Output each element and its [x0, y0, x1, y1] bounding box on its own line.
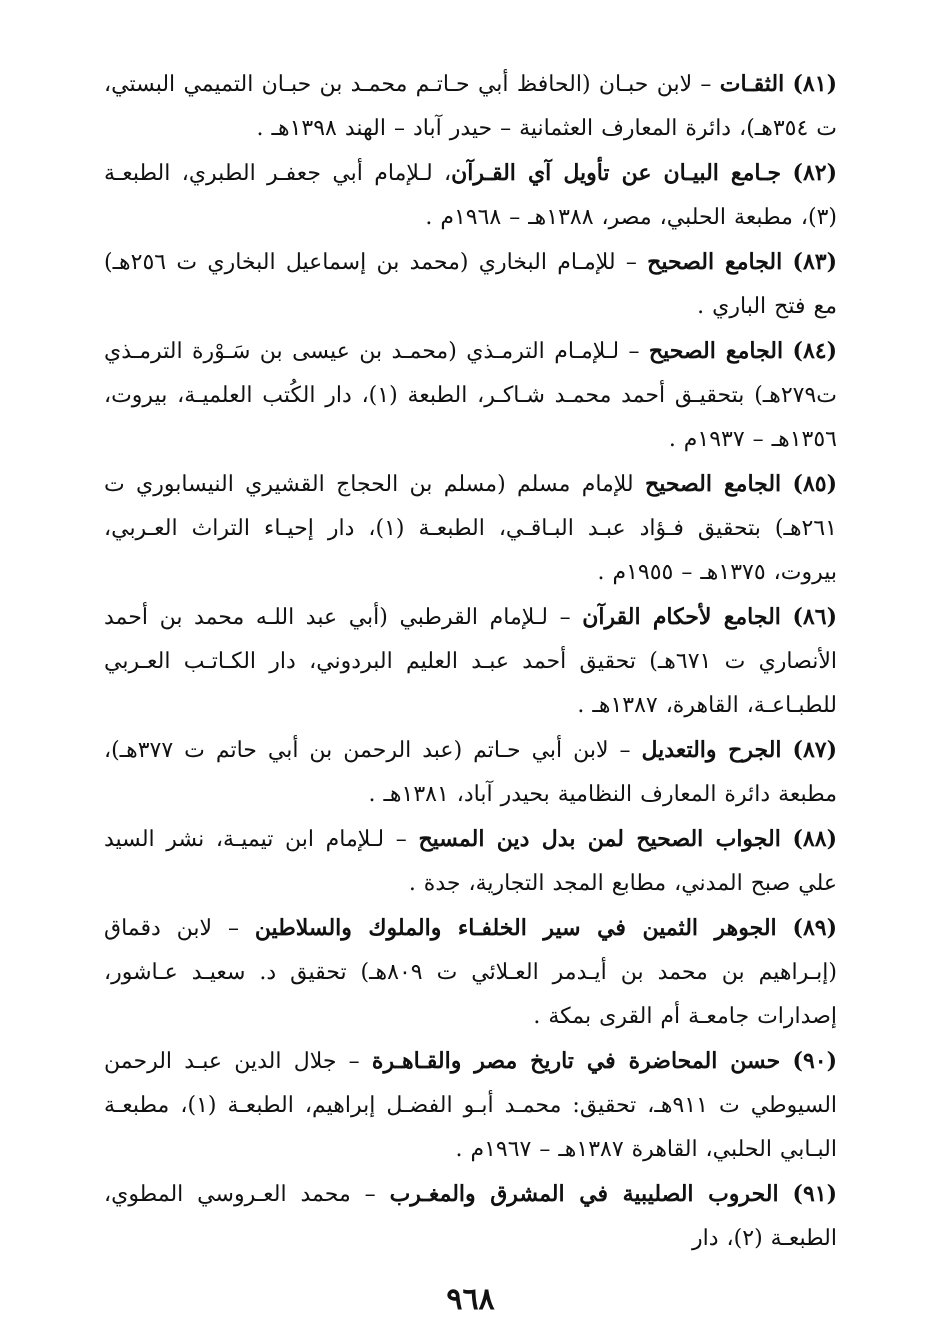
entry-number: (٨٦) [792, 604, 837, 630]
bibliography-entry [104, 906, 837, 1039]
entry-text: – محمد العـروسي المطوي، الطبعـة (٢)، دار [104, 1182, 837, 1251]
page-number: ٩٦٨ [446, 1282, 495, 1317]
entry-text: للإمام مسلم (مسلم بن الحجاج القشيري النيسابوري ت ٢٦١هـ) بتحقيق فـؤاد عبـد البـاقـي، الطبعـة (١)، دار إحيـاء التراث العـربي، بيروت، ١٣٧٥هـ – ١٩٥٥م . [104, 472, 837, 585]
entry-number: (٩١) [792, 1181, 837, 1207]
entry-number: (٨٨) [792, 826, 837, 852]
entry-title: الجامع الصحيح [648, 338, 784, 364]
entry-number: (٨٥) [792, 471, 838, 497]
entry-text: – للإمـام البخاري (محمد بن إسماعيل البخاري ت ٢٥٦هـ) مع فتح الباري . [104, 250, 837, 319]
entry-title: جـامع البيـان عن تأويل آي القـرآن [451, 160, 782, 186]
bibliography-entry [104, 1172, 837, 1261]
bibliography-entry [104, 462, 837, 595]
entry-title: الحروب الصليبية في المشرق والمغـرب [389, 1181, 779, 1207]
entry-title: الثقـات [719, 71, 785, 97]
entry-title: الجامع لأحكام القرآن [582, 604, 781, 630]
bibliography-list [104, 62, 837, 1261]
entry-title: الجوهر الثمين في سير الخلفـاء والملوك والسلاطين [254, 915, 777, 941]
entry-text: – لابن دقماق (إبـراهيم بن محمد بن أيـدمر العـلائي ت ٨٠٩هـ) تحقيق د. سعيـد عـاشور، إصدارات جامعـة أم القرى بمكة . [104, 916, 837, 1029]
entry-number: (٨٢) [792, 160, 838, 186]
entry-text: – جلال الدين عبـد الرحمن السيوطي ت ٩١١هـ، تحقيق: محمـد أبـو الفضـل إبراهيم، الطبعـة (١)، مطبعـة البـابي الحلبي، القاهرة ١٣٨٧هـ – ١٩٦٧م . [104, 1049, 838, 1162]
entry-text: – لـلإمام ابن تيميـة، نشر السيد علي صبح المدني، مطابع المجد التجارية، جدة . [104, 827, 837, 896]
bibliography-entry [104, 595, 837, 728]
entry-text: – لابن حبـان (الحافظ أبي حـاتـم محمـد بن حبـان التميمي البستي، ت ٣٥٤هـ)، دائرة المعارف العثمانية – حيدر آباد – الهند ١٣٩٨هـ . [104, 72, 837, 141]
entry-title: الجرح والتعديل [641, 737, 782, 763]
entry-title: الجامع الصحيح [647, 249, 783, 275]
entry-number: (٨١) [792, 71, 837, 97]
entry-text: – لـلإمـام الترمـذي (محمـد بن عيسى بن سَـوْرة الترمـذي ت٢٧٩هـ) بتحقيـق أحمد محمـد شـاكـر، الطبعة (١)، دار الكُتب العلميـة، بيروت، ١٣٥٦هـ – ١٩٣٧م . [104, 339, 837, 452]
entry-text: – لـلإمام القرطبي (أبي عبد اللـه محمد بن أحمد الأنصاري ت ٦٧١هـ) تحقيق أحمد عبـد العليم البردوني، دار الكـاتـب العـربي للطبـاعـة، القاهرة، ١٣٨٧هـ . [104, 605, 837, 718]
bibliography-entry [104, 817, 837, 906]
entry-title: الجواب الصحيح لمن بدل دين المسيح [418, 826, 781, 852]
bibliography-entry [104, 728, 837, 817]
entry-number: (٨٣) [792, 249, 837, 275]
bibliography-entry [104, 329, 837, 462]
entry-title: الجامع الصحيح [645, 471, 782, 497]
entry-text: ، لـلإمام أبي جعفـر الطبري، الطبعـة (٣)، مطبعة الحلبي، مصر، ١٣٨٨هـ – ١٩٦٨م . [104, 161, 837, 230]
bibliography-entry [104, 62, 837, 151]
bibliography-entry [104, 151, 837, 240]
entry-number: (٨٧) [792, 737, 837, 763]
entry-title: حسن المحاضرة في تاريخ مصر والقـاهـرة [371, 1048, 781, 1074]
entry-number: (٨٤) [792, 338, 838, 364]
bibliography-entry [104, 1039, 837, 1172]
bibliography-entry [104, 240, 837, 329]
entry-number: (٨٩) [792, 915, 837, 941]
entry-number: (٩٠) [792, 1048, 837, 1074]
entry-text: – لابن أبي حـاتم (عبد الرحمن بن أبي حاتم ت ٣٧٧هـ)، مطبعة دائرة المعارف النظامية بحيدر آباد، ١٣٨١هـ . [104, 738, 837, 807]
